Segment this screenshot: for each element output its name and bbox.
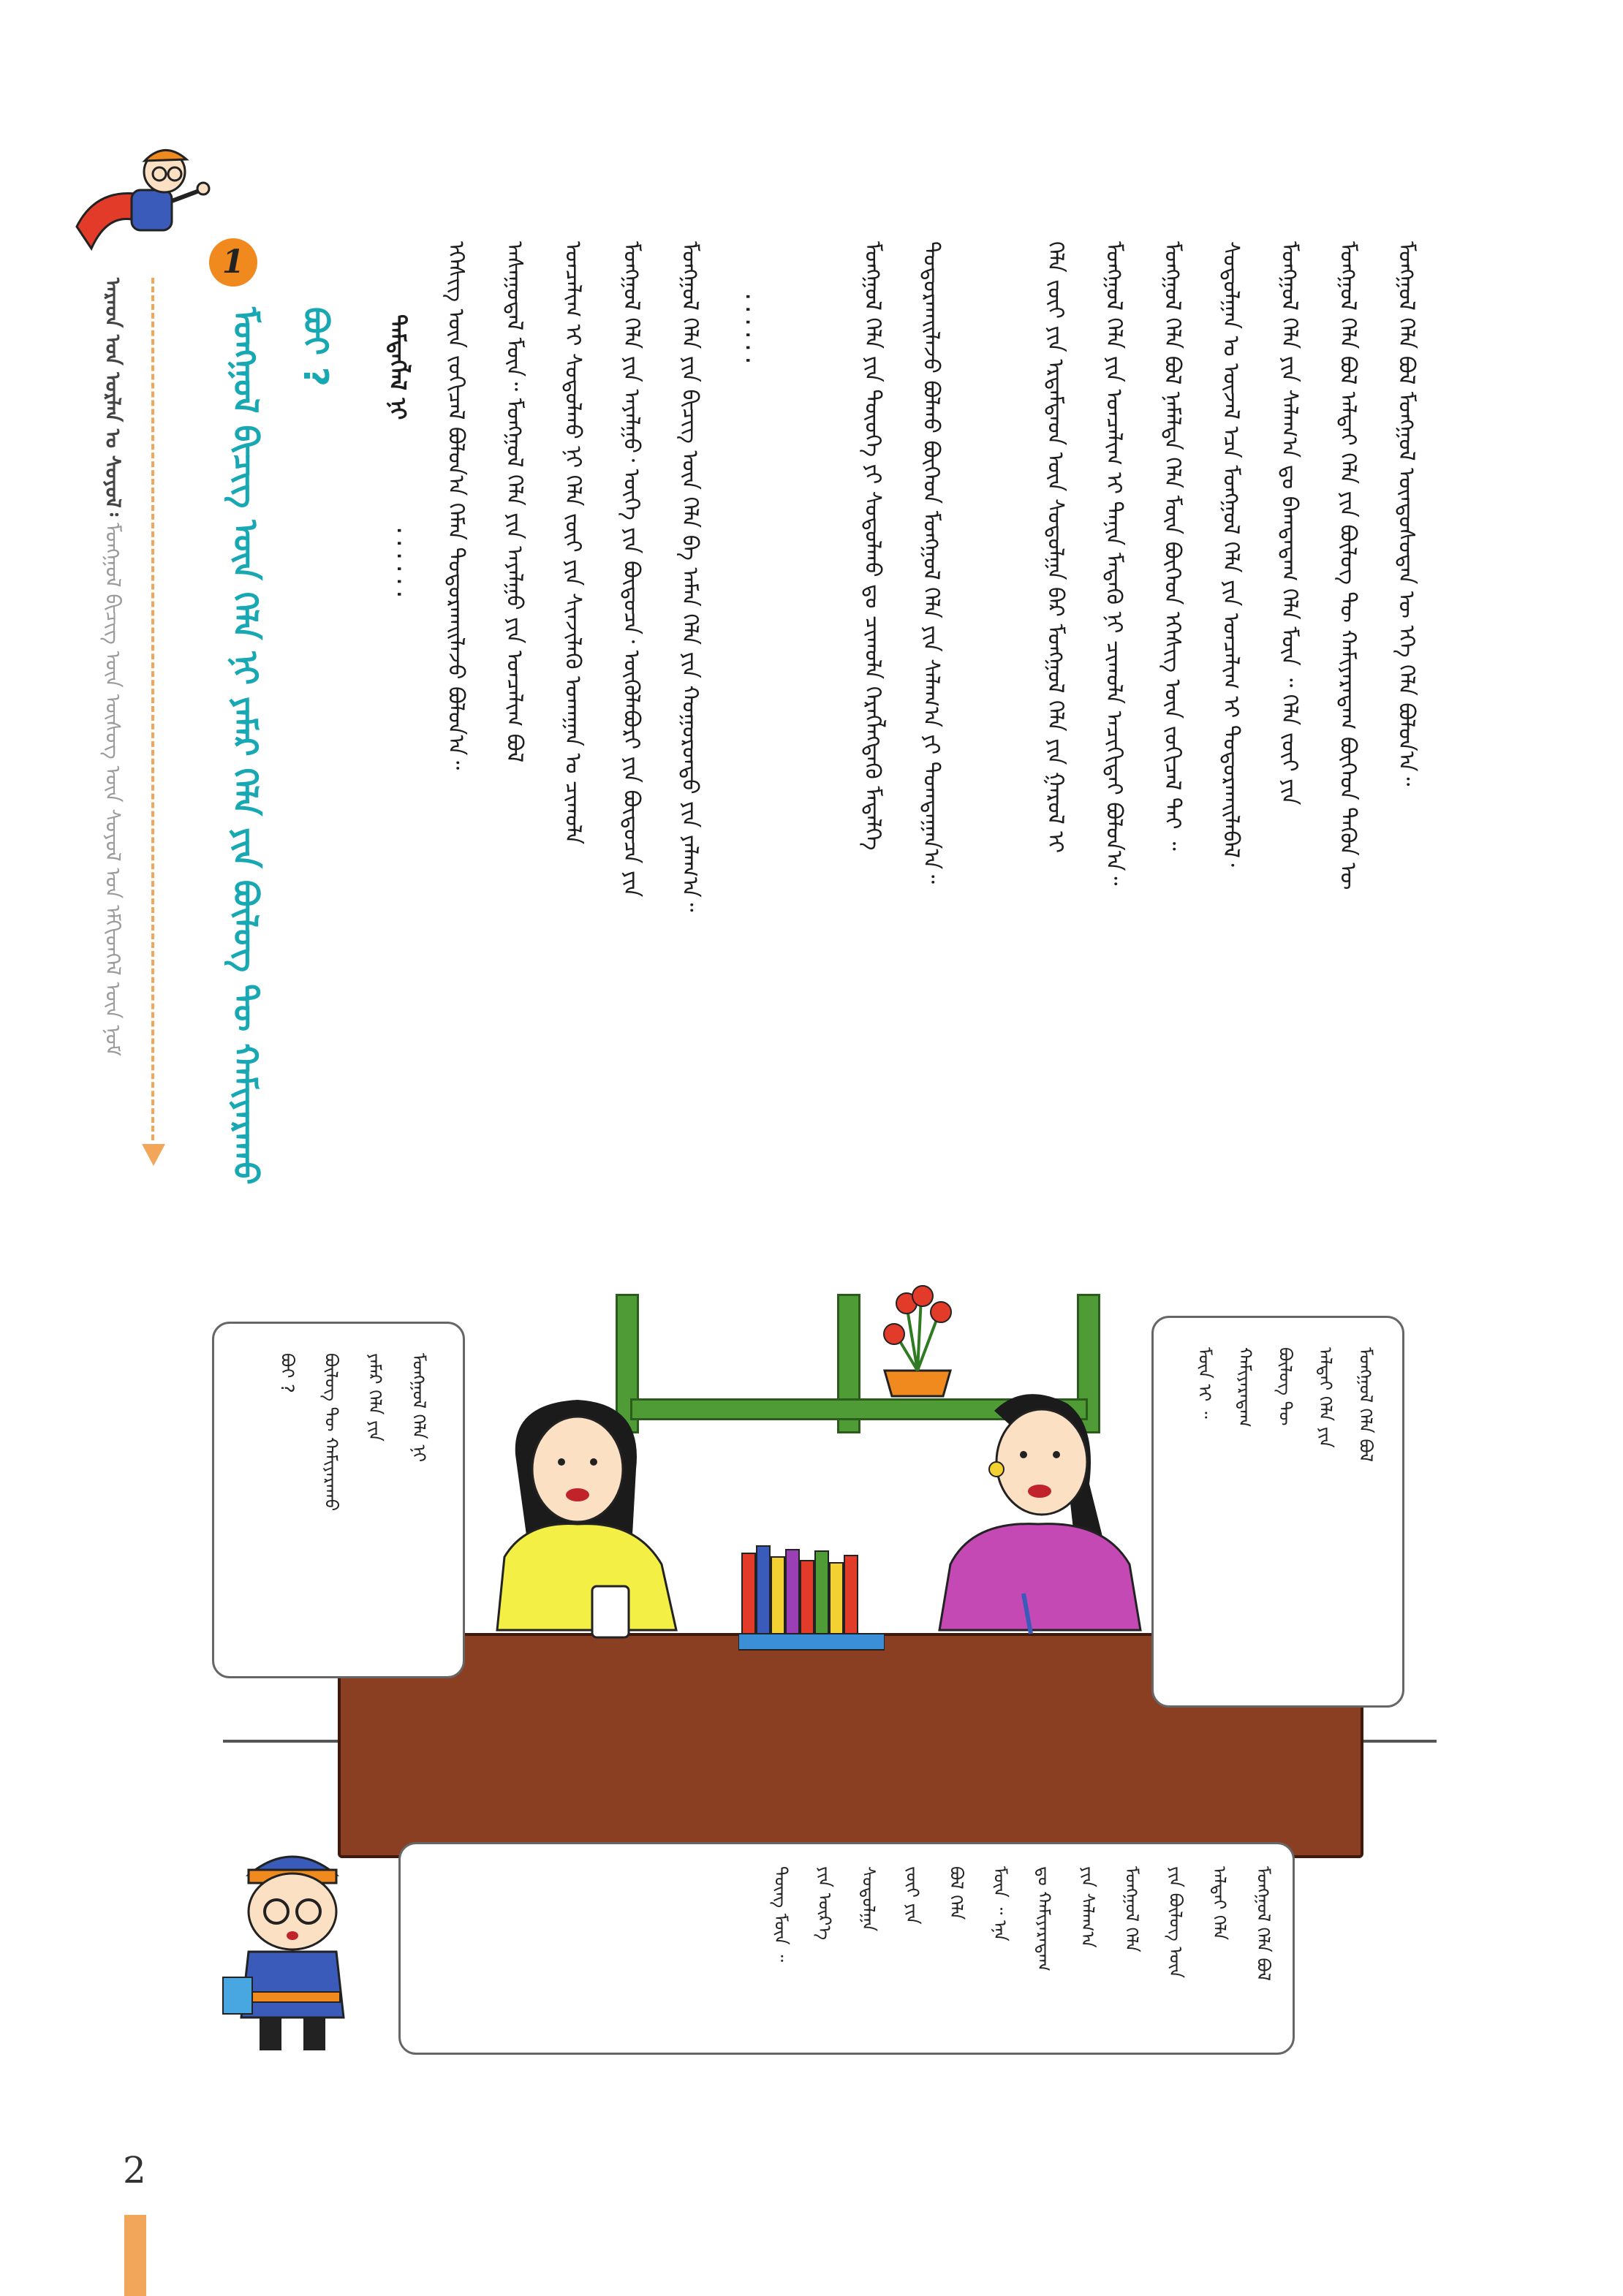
speech-line: ᠳᠤ ᠬᠠᠮᠢᠶᠠᠷᠠᠳᠠᠭ xyxy=(1034,1866,1054,1971)
speech-line: ᠮᠥᠨ ᠃ ᠡᠨᠡ xyxy=(990,1866,1010,1941)
speech-line: ᠮᠣᠩᠭᠣᠯ ᠬᠡᠯᠡ ᠪᠣᠯ xyxy=(1253,1866,1274,1981)
body-column: ᠠᠰᠠᠭᠤᠳᠠᠯ ᠮᠥᠨ᠃ ᠮᠣᠩᠭᠣᠯ ᠬᠡᠯᠡ ᠶᠢᠨ ᠠᠶᠠᠯᠭᠤ ᠶᠢᠨ ᠣᠨᠴᠠᠯᠢᠭ ᠪᠣᠯ xyxy=(502,241,527,763)
speech-line: ᠪᠤᠢ ? xyxy=(277,1353,298,1393)
speech-bubble-left-woman xyxy=(212,1322,465,1678)
body-column: ᠬᠡᠯᠡ ᠵᠦᠢ ᠶᠢᠨ ᠡᠷᠳᠡᠮᠲᠡᠳ ᠦᠨ ᠰᠤᠳᠤᠯᠭᠠ ᠪᠡᠷ ᠮᠣᠩᠭᠣᠯ ᠬᠡᠯᠡ ᠶᠢᠨ ᠭᠠᠷᠤᠯ ᠢ xyxy=(1043,241,1068,854)
body-column: ᠰᠤᠳᠤᠯᠭᠠᠨ ᠤ ᠦᠵᠡᠯ ᠡᠴᠡ ᠮᠣᠩᠭᠣᠯ ᠬᠡᠯᠡ ᠶᠢᠨ ᠣᠨᠴᠠᠯᠢᠭ ᠢ ᠲᠣᠳᠣᠷᠬᠠᠢᠯᠠᠪᠠᠯ᠂ xyxy=(1218,241,1244,867)
lesson-number-badge: 1 xyxy=(209,238,257,287)
speech-line: ᠵᠦᠢ ᠶᠢᠨ xyxy=(902,1866,923,1925)
body-column: ᠮᠣᠩᠭᠣᠯ ᠬᠡᠯᠡ ᠶᠢᠨ ᠲᠦᠦᠬᠡ ᠶᠢ ᠰᠤᠳᠤᠯᠬᠤ ᠳᠤ ᠴᠢᠬᠤᠯᠠ ᠬᠡᠷᠡᠭᠯᠡᠭᠳᠡᠬᠦ ᠮᠡᠳᠡᠯᠭᠡ xyxy=(860,241,885,851)
body-column: ᠮᠣᠩᠭᠣᠯ ᠬᠡᠯᠡ ᠪᠣᠯ ᠠᠯᠲᠠᠢ ᠬᠡᠯᠡ ᠶᠢᠨ ᠪᠦᠯᠦᠭ ᠲᠦ ᠬᠠᠮᠢᠶᠠᠷᠠᠳᠠᠭ ᠪᠥᠭᠡᠳ ᠲᠡᠭᠦᠨ ᠦ xyxy=(1335,241,1361,890)
lesson-title: ᠮᠣᠩᠭᠣᠯ ᠪᠢᠴᠢᠭ ᠦᠨ ᠬᠡᠯᠡ ᠨᠢ ᠶᠠᠮᠠᠷ ᠬᠡᠯᠡ ᠶᠢᠨ ᠪᠦᠯᠦᠭ ᠲᠦ ᠬᠠᠮᠢᠶᠠᠷᠠᠬᠤ xyxy=(226,307,265,1185)
running-head xyxy=(95,278,154,1096)
books-illustration xyxy=(738,1542,885,1652)
body-column: ᠮᠣᠩᠭᠣᠯ ᠬᠡᠯᠡ ᠶᠢᠨ ᠠᠶᠠᠯᠭᠤ᠂ ᠦᠭᠡ ᠶᠢᠨ ᠪᠦᠲᠦᠴᠡ᠂ ᠦᠭᠦᠯᠡᠪᠦᠷᠢ ᠶᠢᠨ ᠪᠦᠲᠦᠴᠡ ᠶᠢᠨ xyxy=(618,241,644,898)
speech-line: ᠶᠢᠨ ᠪᠦᠯᠦᠭ ᠦᠨ xyxy=(1165,1866,1186,1979)
body-column: ᠮᠣᠩᠭᠣᠯ ᠬᠡᠯᠡ ᠶᠢᠨ ᠪᠢᠴᠢᠭ ᠦᠨ ᠬᠡᠯᠡ ᠪᠠ ᠠᠮᠠᠨ ᠬᠡᠯᠡ ᠶᠢᠨ ᠬᠣᠭᠣᠷᠣᠨᠳᠤ ᠶᠢᠨ ᠶᠠᠯᠠᠭ᠎ᠠ᠃ xyxy=(677,241,703,912)
speech-line: ᠠᠯᠲᠠᠢ ᠬᠡᠯᠡ xyxy=(1209,1866,1230,1941)
body-ellipsis: ...... xyxy=(740,292,770,369)
speech-line: ᠳᠦᠩ ᠮᠥᠨ ᠃ xyxy=(771,1866,791,1963)
speech-line: ᠰᠤᠳᠤᠯᠭᠠ xyxy=(858,1866,879,1932)
header-dashed-rule xyxy=(151,278,154,1140)
page-number: 2 xyxy=(123,2149,146,2191)
running-head-text: ᠮᠣᠩᠭᠣᠯ ᠪᠢᠴᠢᠭ ᠦᠨ ᠦᠰᠦᠭ ᠦᠨ ᠰᠤᠶᠤᠯ ᠤᠨ ᠡᠮᠬᠢᠳᠬᠡᠯ ᠦᠨ ᠨᠣᠮ xyxy=(101,522,125,1056)
speech-line: ᠮᠣᠩᠭᠣᠯ ᠬᠡᠯᠡ ᠨᠢ xyxy=(409,1353,429,1463)
flying-mascot-illustration xyxy=(66,139,212,263)
speech-line: ᠠᠯᠲᠠᠢ ᠬᠡᠯᠡ ᠶᠢᠨ xyxy=(1315,1347,1336,1448)
woman-yellow-illustration xyxy=(483,1389,709,1652)
speech-bubble-boy xyxy=(398,1842,1295,2055)
body-column: ᠮᠣᠩᠭᠣᠯ ᠬᠡᠯᠡ ᠪᠣᠯ ᠮᠣᠩᠭᠣᠯ ᠦᠨᠳᠦᠰᠦᠲᠡᠨ ᠦ ᠡᠬᠡ ᠬᠡᠯᠡ ᠪᠣᠯᠤᠨ᠎ᠠ᠃ xyxy=(1393,241,1419,787)
speech-line: ᠪᠣᠯ ᠬᠡᠯᠡ xyxy=(946,1866,966,1920)
body-column: ᠡᠭᠡᠰᠢᠭ ᠦᠨ ᠵᠣᠬᠢᠴᠠᠯ ᠪᠣᠯᠤᠨ᠎ᠠ ᠬᠡᠮᠡᠨ ᠲᠣᠳᠣᠷᠬᠠᠢᠯᠠᠵᠤ ᠪᠣᠯᠤᠨ᠎ᠠ᠃ xyxy=(443,241,469,770)
running-head-bold: ᠠᠷᠠᠳ ᠤᠨ ᠤᠷᠯᠠᠨ ᠤ ᠰᠤᠶᠤᠯ᠄ xyxy=(101,278,125,517)
speech-line: ᠮᠥᠨ ᠢ ᠃ xyxy=(1195,1347,1215,1419)
header-arrow-icon xyxy=(142,1144,165,1166)
body-ellipsis: ...... xyxy=(391,526,421,603)
woman-purple-illustration xyxy=(921,1382,1155,1652)
body-column: ᠮᠣᠩᠭᠣᠯ ᠬᠡᠯᠡ ᠶᠢᠨ ᠰᠠᠯᠠᠭ᠎ᠠ ᠳᠤ ᠪᠠᠭᠲᠠᠳᠠᠭ ᠬᠡᠯᠡ ᠮᠥᠨ ᠃ ᠬᠡᠯᠡ ᠵᠦᠢ ᠶᠢᠨ xyxy=(1276,241,1302,806)
body-column: ᠲᠣᠳᠣᠷᠬᠠᠢᠯᠠᠵᠤ ᠪᠣᠯᠬᠤ ᠪᠥᠭᠡᠳ ᠮᠣᠩᠭᠣᠯ ᠬᠡᠯᠡ ᠶᠢᠨ ᠰᠠᠯᠠᠭ᠎ᠠ ᠶᠢ ᠲᠣᠭᠲᠠᠭᠠᠨ᠎ᠠ᠃ xyxy=(918,241,944,884)
body-column: ᠣᠨᠴᠠᠯᠢᠭ ᠢ ᠰᠤᠳᠤᠯᠬᠤ ᠨᠢ ᠬᠡᠯᠡ ᠵᠦᠢ ᠶᠢᠨ ᠰᠢᠨᠵᠢᠯᠡᠬᠦ ᠤᠬᠠᠭᠠᠨ ᠤ ᠴᠢᠬᠤᠯᠠ xyxy=(560,241,586,845)
lesson-title-tail: ᠪᠤᠢ ? xyxy=(296,307,336,387)
speech-bubble-right-woman xyxy=(1151,1316,1404,1708)
body-column-label: ᠲᠡᠮᠳᠡᠭᠯᠡᠯ ᠨᠢ xyxy=(385,314,410,420)
speech-line: ᠬᠠᠮᠢᠶᠠᠷᠠᠳᠠᠭ xyxy=(1235,1347,1255,1428)
body-column: ᠮᠣᠩᠭᠣᠯ ᠬᠡᠯᠡ ᠪᠣᠯ ᠨᠡᠮᠡᠯᠲᠡ ᠬᠡᠯᠡ ᠮᠥᠨ ᠪᠥᠭᠡᠳ ᠡᠭᠡᠰᠢᠭ ᠦᠨ ᠵᠣᠬᠢᠴᠠᠯ ᠲᠠᠢ ᠃ xyxy=(1159,241,1185,851)
speech-line: ᠶᠢᠨ ᠦᠷ᠎ᠡ xyxy=(814,1866,835,1941)
speech-line: ᠪᠦᠯᠦᠭ ᠲᠦ ᠬᠠᠮᠢᠶᠠᠷᠠᠬᠤ xyxy=(321,1353,341,1512)
speech-line: ᠶᠠᠮᠠᠷ ᠬᠡᠯᠡ ᠶᠢᠨ xyxy=(365,1353,385,1442)
speech-line: ᠮᠣᠩᠭᠣᠯ ᠬᠡᠯᠡ xyxy=(1121,1866,1142,1952)
page-accent-bar xyxy=(124,2215,146,2296)
body-column: ᠮᠣᠩᠭᠣᠯ ᠬᠡᠯᠡ ᠶᠢᠨ ᠣᠨᠴᠠᠯᠢᠭ ᠢ ᠲᠠᠨᠢᠨ ᠮᠡᠳᠡᠬᠦ ᠨᠢ ᠴᠢᠬᠤᠯᠠ ᠠᠴᠢᠬᠢᠲᠠᠢ ᠪᠣᠯᠤᠨ᠎ᠠ᠃ xyxy=(1101,241,1127,886)
speech-line: ᠶᠢᠨ ᠰᠠᠯᠠᠭ᠎ᠠ xyxy=(1078,1866,1098,1948)
speech-line: ᠪᠦᠯᠦᠭ ᠲᠦ xyxy=(1275,1347,1295,1426)
boy-mascot-illustration xyxy=(212,1842,373,2054)
speech-line: ᠮᠣᠩᠭᠣᠯ ᠬᠡᠯᠡ ᠪᠣᠯ xyxy=(1355,1347,1376,1462)
